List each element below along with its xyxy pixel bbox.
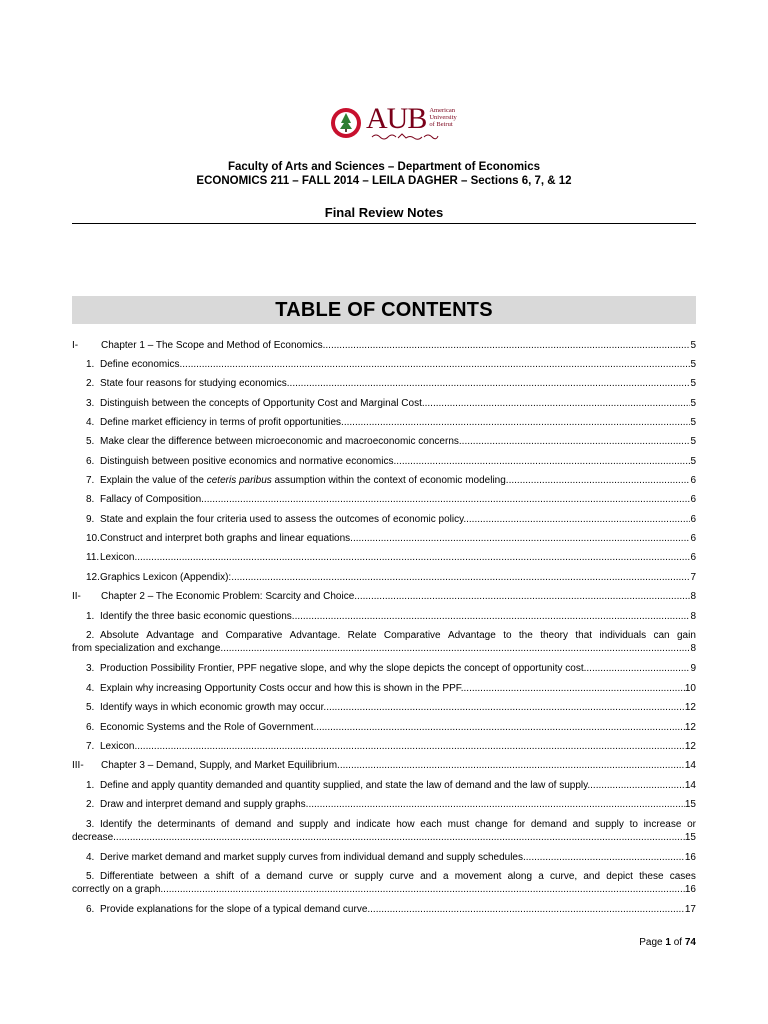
toc-chapter-1[interactable]: I- Chapter 1 – The Scope and Method of Economics ..... 5 <box>72 339 696 352</box>
toc-chapter-3[interactable]: III- Chapter 3 – Demand, Supply, and Market Equilibrium ..... 14 <box>72 759 696 772</box>
toc-item[interactable]: 4. Define market efficiency in terms of profit opportunities. ..... 5 <box>72 416 696 429</box>
toc-item[interactable]: 1. Identify the three basic economic questions. ..... 8 <box>72 610 696 623</box>
aub-arabic-wordmark <box>370 131 440 140</box>
toc-banner <box>72 296 696 324</box>
toc-item[interactable]: 11. Lexicon ..... 6 <box>72 551 696 564</box>
toc-item[interactable]: 6. Distinguish between positive economics and normative economics. ..... 5 <box>72 455 696 468</box>
toc-item[interactable]: 7. Lexicon ..... 12 <box>72 740 696 753</box>
aub-full-name: American University of Beirut <box>429 106 457 128</box>
toc-item[interactable]: 7. Explain the value of the ceteris paribus assumption within the context of economic modeling. ..... 6 <box>72 474 696 487</box>
toc-item[interactable]: 6. Provide explanations for the slope of a typical demand curve. ..... 17 <box>72 903 696 916</box>
toc-title: TABLE OF CONTENTS <box>275 298 493 321</box>
toc-item[interactable]: 3. Production Possibility Frontier, PPF negative slope, and why the slope depicts the concept of opportunity cost. ..... 9 <box>72 662 696 675</box>
toc-item[interactable]: 2. State four reasons for studying economics. ..... 5 <box>72 377 696 390</box>
toc-item[interactable]: 3. Identify the determinants of demand and supply and indicate how each must change for demand and supply to increase or decrease. ..... 15 <box>72 818 696 844</box>
toc-item[interactable]: 2. Draw and interpret demand and supply graphs. ..... 15 <box>72 798 696 811</box>
document-subtitle: Final Review Notes <box>324 205 444 220</box>
toc-item[interactable]: 1. Define economics. ..... 5 <box>72 358 696 371</box>
toc-item[interactable]: 8. Fallacy of Composition ..... 6 <box>72 493 696 506</box>
toc-item[interactable]: 6. Economic Systems and the Role of Government ..... 12 <box>72 721 696 734</box>
toc-item[interactable]: 1. Define and apply quantity demanded and quantity supplied, and state the law of demand and the law of supply. ..... 14 <box>72 779 696 792</box>
toc-chapter-2[interactable]: II- Chapter 2 – The Economic Problem: Scarcity and Choice ..... 8 <box>72 590 696 603</box>
toc-item[interactable]: 2. Absolute Advantage and Comparative Advantage. Relate Comparative Advantage to the theory that individuals can gain from specialization and exchange. ..... 8 <box>72 629 696 655</box>
toc-item[interactable]: 5. Differentiate between a shift of a demand curve or supply curve and a movement along a curve, and depict these cases correctly on a graph. ..... 16 <box>72 870 696 896</box>
toc-item[interactable]: 12. Graphics Lexicon (Appendix): ..... 7 <box>72 571 696 584</box>
page-number: Page 1 of 74 <box>639 937 696 948</box>
toc-item[interactable]: 10. Construct and interpret both graphs and linear equations. ..... 6 <box>72 532 696 545</box>
toc-item[interactable]: 5. Identify ways in which economic growth may occur. ..... 12 <box>72 701 696 714</box>
toc-item[interactable]: 4. Derive market demand and market supply curves from individual demand and supply schedules. ..... 16 <box>72 851 696 864</box>
toc-item[interactable]: 3. Distinguish between the concepts of Opportunity Cost and Marginal Cost. ..... 5 <box>72 397 696 410</box>
aub-seal-icon <box>330 107 362 139</box>
course-line: ECONOMICS 211 – FALL 2014 – LEILA DAGHER – Sections 6, 7, & 12 <box>196 175 572 187</box>
toc-item[interactable]: 4. Explain why increasing Opportunity Costs occur and how this is shown in the PPF. ..... 10 <box>72 682 696 695</box>
header-divider <box>72 223 696 224</box>
aub-wordmark: AUB <box>366 102 427 135</box>
faculty-line: Faculty of Arts and Sciences – Department of Economics <box>227 161 541 173</box>
toc-item[interactable]: 5. Make clear the difference between microeconomic and macroeconomic concerns. ..... 5 <box>72 435 696 448</box>
toc-item[interactable]: 9. State and explain the four criteria used to assess the outcomes of economic policy. ..... 6 <box>72 513 696 526</box>
